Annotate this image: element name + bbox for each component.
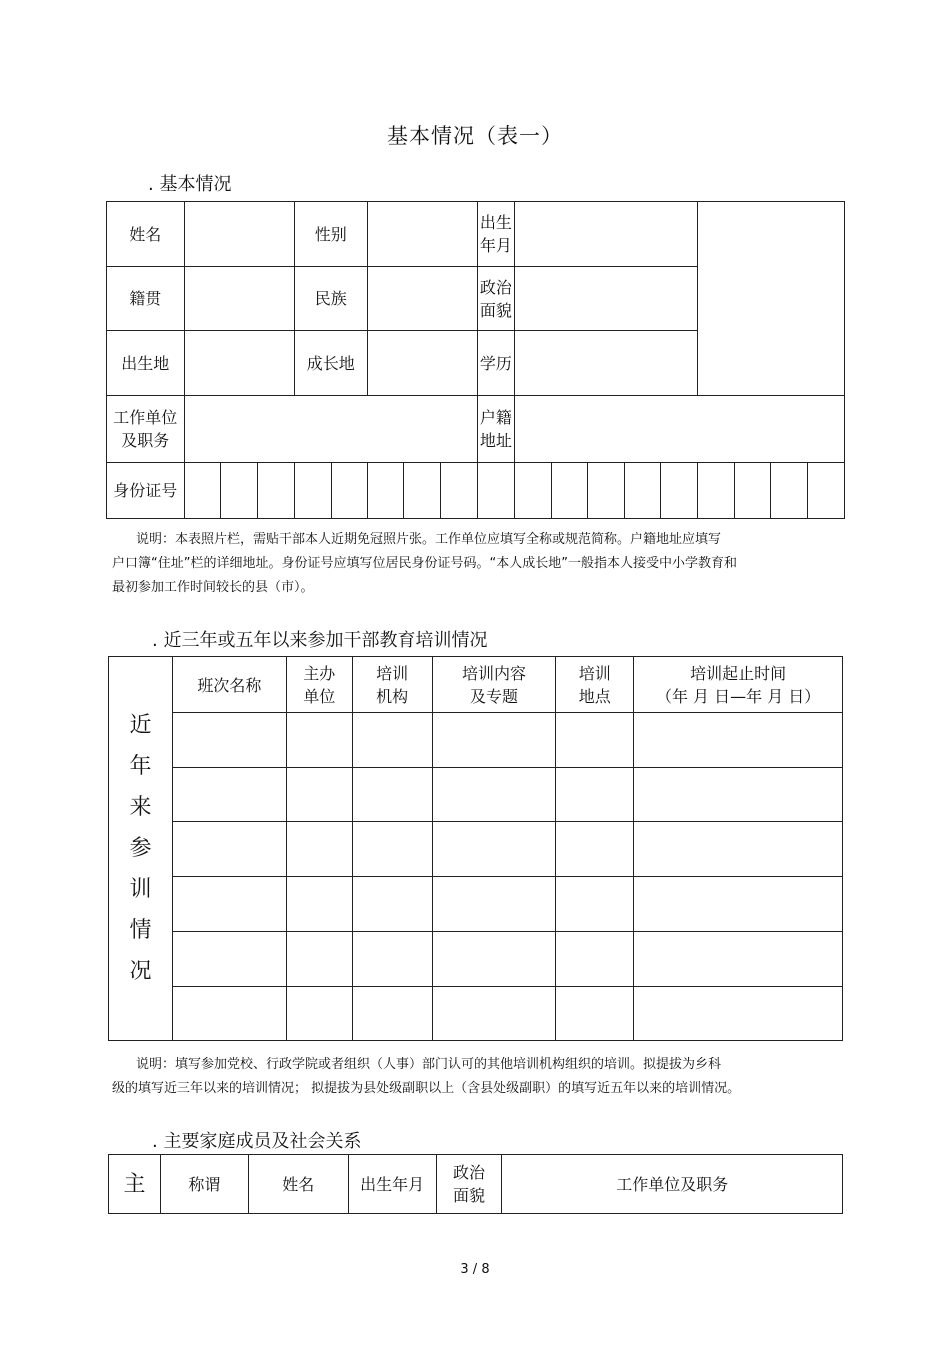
training-cell[interactable]: [352, 877, 432, 932]
training-cell[interactable]: [172, 713, 286, 768]
training-cell[interactable]: [432, 987, 556, 1041]
training-cell[interactable]: [286, 713, 352, 768]
training-cell[interactable]: [432, 877, 556, 932]
id-digit[interactable]: [404, 463, 441, 519]
value-growplace[interactable]: [367, 331, 477, 396]
training-cell[interactable]: [286, 768, 352, 822]
section-basic-heading: . 基本情况: [148, 174, 232, 195]
training-cell[interactable]: [634, 822, 843, 877]
page-number: 3 / 8: [460, 1262, 490, 1277]
value-gender[interactable]: [367, 202, 477, 267]
label-ethnic: 民族: [294, 267, 367, 331]
table-row: [109, 932, 843, 987]
table-row: [109, 713, 843, 768]
header-family-political: 政治 面貌: [436, 1155, 502, 1214]
header-org: 培训 机构: [352, 657, 432, 713]
training-cell[interactable]: [172, 822, 286, 877]
training-cell[interactable]: [286, 822, 352, 877]
header-time: 培训起止时间 （年 月 日—年 月 日）: [634, 657, 843, 713]
training-cell[interactable]: [286, 932, 352, 987]
id-digit[interactable]: [625, 463, 661, 519]
id-digit[interactable]: [771, 463, 808, 519]
id-digit[interactable]: [294, 463, 331, 519]
id-digit[interactable]: [514, 463, 551, 519]
training-cell[interactable]: [556, 987, 634, 1041]
note-training-line1: 说明：填写参加党校、行政学院或者组织（人事）部门认可的其他培训机构组织的培训。拟提拔为乡科: [136, 1057, 722, 1072]
table-row: [109, 877, 843, 932]
id-digit[interactable]: [258, 463, 295, 519]
id-digit[interactable]: [808, 463, 845, 519]
training-side-label: 近 年 来 参 训 情 况: [109, 657, 173, 1041]
id-digit[interactable]: [441, 463, 478, 519]
training-cell[interactable]: [432, 713, 556, 768]
photo-box: [697, 202, 844, 396]
page-title: 基本情况（表一）: [387, 124, 563, 148]
training-table: [108, 656, 843, 1041]
table-row: [109, 987, 843, 1041]
label-household: 户籍 地址: [477, 396, 514, 463]
training-cell[interactable]: [634, 987, 843, 1041]
value-native[interactable]: [184, 267, 294, 331]
label-gender: 性别: [294, 202, 367, 267]
label-growplace: 成长地: [294, 331, 367, 396]
training-cell[interactable]: [172, 768, 286, 822]
training-cell[interactable]: [432, 822, 556, 877]
note-basic-line2: 户口簿“住址”栏的详细地址。身份证号应填写位居民身份证号码。“本人成长地”一般指本人接受中小学教育和: [112, 556, 737, 571]
value-birthplace[interactable]: [184, 331, 294, 396]
header-family-birth: 出生年月: [348, 1155, 436, 1214]
header-family-work: 工作单位及职务: [502, 1155, 843, 1214]
training-cell[interactable]: [634, 877, 843, 932]
id-digit[interactable]: [184, 463, 221, 519]
header-content: 培训内容 及专题: [432, 657, 556, 713]
id-digit[interactable]: [734, 463, 771, 519]
family-side-label: 主: [109, 1155, 161, 1214]
label-education: 学历: [477, 331, 514, 396]
training-cell[interactable]: [634, 932, 843, 987]
training-cell[interactable]: [432, 768, 556, 822]
value-work[interactable]: [184, 396, 477, 463]
id-digit[interactable]: [588, 463, 625, 519]
note-basic-line1: 说明：本表照片栏，需贴干部本人近期免冠照片张。工作单位应填写全称或规范简称。户籍地址应填写: [136, 532, 722, 547]
label-name: 姓名: [107, 202, 185, 267]
value-birth-date[interactable]: [514, 202, 697, 267]
table-row: [109, 768, 843, 822]
training-cell[interactable]: [352, 713, 432, 768]
training-cell[interactable]: [352, 987, 432, 1041]
training-cell[interactable]: [556, 822, 634, 877]
training-cell[interactable]: [172, 932, 286, 987]
label-birthplace: 出生地: [107, 331, 185, 396]
id-digit[interactable]: [551, 463, 588, 519]
id-digit[interactable]: [331, 463, 367, 519]
value-education[interactable]: [514, 331, 697, 396]
training-cell[interactable]: [286, 877, 352, 932]
basic-info-table: [106, 201, 845, 519]
value-ethnic[interactable]: [367, 267, 477, 331]
family-table: [108, 1154, 843, 1214]
training-cell[interactable]: [352, 932, 432, 987]
id-digit[interactable]: [367, 463, 404, 519]
training-cell[interactable]: [556, 768, 634, 822]
id-digit[interactable]: [477, 463, 514, 519]
section-training-heading: . 近三年或五年以来参加干部教育培训情况: [152, 630, 488, 651]
header-class-name: 班次名称: [172, 657, 286, 713]
value-household[interactable]: [514, 396, 844, 463]
training-cell[interactable]: [634, 713, 843, 768]
value-political[interactable]: [514, 267, 697, 331]
training-cell[interactable]: [286, 987, 352, 1041]
label-id: 身份证号: [107, 463, 185, 519]
note-basic-line3: 最初参加工作时间较长的县（市）。: [112, 580, 314, 595]
id-digit[interactable]: [660, 463, 697, 519]
training-cell[interactable]: [352, 768, 432, 822]
training-cell[interactable]: [556, 877, 634, 932]
id-digit[interactable]: [697, 463, 734, 519]
label-native: 籍贯: [107, 267, 185, 331]
label-work: 工作单位 及职务: [107, 396, 185, 463]
note-training-line2: 级的填写近三年以来的培训情况； 拟提拔为县处级副职以上（含县处级副职）的填写近五年以来的培训情况。: [112, 1081, 741, 1096]
header-family-name: 姓名: [248, 1155, 348, 1214]
label-political: 政治 面貌: [477, 267, 514, 331]
header-host: 主办 单位: [286, 657, 352, 713]
value-name[interactable]: [184, 202, 294, 267]
training-cell[interactable]: [556, 713, 634, 768]
id-digit[interactable]: [221, 463, 258, 519]
header-place: 培训 地点: [556, 657, 634, 713]
section-family-heading: . 主要家庭成员及社会关系: [152, 1131, 362, 1152]
header-relation: 称谓: [160, 1155, 248, 1214]
training-cell[interactable]: [432, 932, 556, 987]
training-cell[interactable]: [634, 768, 843, 822]
training-cell[interactable]: [556, 932, 634, 987]
training-cell[interactable]: [352, 822, 432, 877]
label-birth-date: 出生 年月: [477, 202, 514, 267]
table-row: [109, 822, 843, 877]
training-cell[interactable]: [172, 877, 286, 932]
training-cell[interactable]: [172, 987, 286, 1041]
